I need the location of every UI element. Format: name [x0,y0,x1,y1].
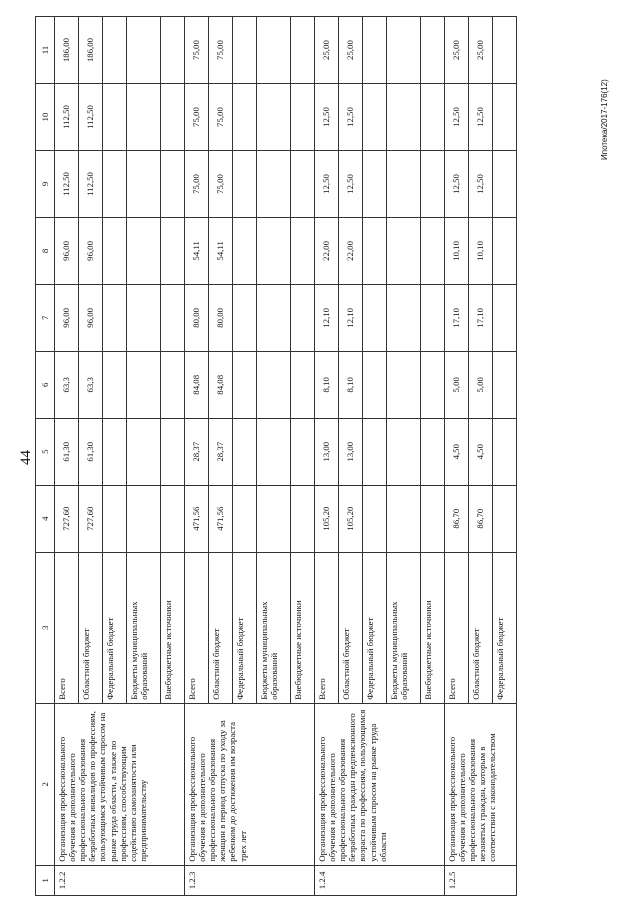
amount-cell [421,151,445,218]
page-number: 44 [18,450,34,465]
activity-name: Организация профессионального обучения и дополнительного профессионального образования женщин в период отпуска по уходу за ребенком до достижения им возраста трех лет [185,703,315,865]
amount-cell: 12,10 [315,284,339,351]
amount-cell: 96,00 [55,284,79,351]
funding-source: Федеральный бюджет [493,552,517,703]
funding-source: Областной бюджет [209,552,233,703]
amount-cell: 186,00 [79,17,103,84]
amount-cell: 471,56 [209,485,233,552]
amount-cell: 12,50 [445,84,469,151]
funding-source: Всего [185,552,209,703]
amount-cell: 61,30 [55,418,79,485]
amount-cell: 22,00 [315,217,339,284]
amount-cell [387,418,421,485]
amount-cell [103,284,127,351]
amount-cell [257,17,291,84]
amount-cell [103,151,127,218]
funding-source: Областной бюджет [469,552,493,703]
amount-cell: 4,50 [469,418,493,485]
amount-cell [421,284,445,351]
amount-cell [233,217,257,284]
amount-cell [233,284,257,351]
funding-source: Всего [55,552,79,703]
amount-cell [291,151,315,218]
amount-cell [291,217,315,284]
funding-source: Внебюджетные источники [291,552,315,703]
amount-cell [103,418,127,485]
document-stamp: Ипотека/2017-176(12) [600,79,609,160]
amount-cell [493,418,517,485]
amount-cell [161,418,185,485]
header-cell: 7 [36,284,55,351]
funding-source: Федеральный бюджет [363,552,387,703]
amount-cell: 96,00 [55,217,79,284]
amount-cell [363,485,387,552]
amount-cell [103,485,127,552]
amount-cell [363,151,387,218]
amount-cell [127,217,161,284]
amount-cell: 112,50 [79,84,103,151]
amount-cell: 4,50 [445,418,469,485]
amount-cell [387,151,421,218]
header-cell: 1 [36,865,55,895]
amount-cell: 75,00 [209,151,233,218]
amount-cell [421,418,445,485]
amount-cell [387,351,421,418]
amount-cell: 54,11 [185,217,209,284]
funding-source: Внебюджетные источники [161,552,185,703]
amount-cell [291,485,315,552]
header-cell: 2 [36,703,55,865]
amount-cell [493,217,517,284]
amount-cell [387,217,421,284]
budget-table [35,16,517,896]
amount-cell: 12,50 [469,151,493,218]
amount-cell: 12,50 [315,151,339,218]
amount-cell: 10,10 [445,217,469,284]
amount-cell [103,351,127,418]
amount-cell: 63,3 [79,351,103,418]
amount-cell [421,84,445,151]
amount-cell: 80,00 [185,284,209,351]
amount-cell [291,17,315,84]
table-row [185,17,209,896]
amount-cell [493,485,517,552]
amount-cell [421,351,445,418]
amount-cell: 12,10 [339,284,363,351]
amount-cell [127,351,161,418]
amount-cell: 17,10 [445,284,469,351]
amount-cell: 75,00 [209,84,233,151]
funding-source: Федеральный бюджет [103,552,127,703]
amount-cell [127,284,161,351]
amount-cell: 105,20 [339,485,363,552]
amount-cell: 25,00 [315,17,339,84]
funding-source: Всего [445,552,469,703]
amount-cell: 86,70 [469,485,493,552]
amount-cell [257,418,291,485]
amount-cell: 727,60 [79,485,103,552]
table-row [55,17,79,896]
amount-cell: 13,00 [339,418,363,485]
amount-cell [257,84,291,151]
amount-cell: 25,00 [445,17,469,84]
amount-cell: 22,00 [339,217,363,284]
activity-name: Организация профессионального обучения и дополнительного профессионального образования незанятых граждан, которым в соответствии с законодательством [445,703,517,865]
amount-cell: 112,50 [55,151,79,218]
funding-source: Бюджеты муниципальных образований [387,552,421,703]
amount-cell [493,151,517,218]
amount-cell [363,284,387,351]
amount-cell: 12,50 [469,84,493,151]
amount-cell [421,217,445,284]
amount-cell: 86,70 [445,485,469,552]
amount-cell: 12,50 [315,84,339,151]
amount-cell [363,17,387,84]
amount-cell: 5,00 [445,351,469,418]
amount-cell [103,84,127,151]
amount-cell [103,17,127,84]
header-row [36,17,55,896]
header-cell: 9 [36,151,55,218]
amount-cell [257,485,291,552]
funding-source: Всего [315,552,339,703]
amount-cell: 28,37 [185,418,209,485]
amount-cell [233,351,257,418]
item-number: 1.2.3 [185,865,315,895]
funding-source: Бюджеты муниципальных образований [127,552,161,703]
amount-cell [233,17,257,84]
funding-source: Федеральный бюджет [233,552,257,703]
header-cell: 8 [36,217,55,284]
item-number: 1.2.2 [55,865,185,895]
amount-cell: 96,00 [79,217,103,284]
amount-cell [291,84,315,151]
header-cell: 5 [36,418,55,485]
amount-cell [291,284,315,351]
amount-cell: 12,50 [339,151,363,218]
item-number: 1.2.5 [445,865,517,895]
amount-cell: 80,00 [209,284,233,351]
amount-cell: 12,50 [339,84,363,151]
amount-cell: 17,10 [469,284,493,351]
funding-source: Областной бюджет [79,552,103,703]
amount-cell [257,351,291,418]
item-number: 1.2.4 [315,865,445,895]
amount-cell: 96,00 [79,284,103,351]
amount-cell [257,151,291,218]
amount-cell: 5,00 [469,351,493,418]
amount-cell [161,351,185,418]
amount-cell [387,284,421,351]
amount-cell [127,84,161,151]
amount-cell [233,485,257,552]
amount-cell: 8,10 [339,351,363,418]
amount-cell [291,418,315,485]
amount-cell [493,351,517,418]
amount-cell [233,151,257,218]
amount-cell [161,84,185,151]
amount-cell: 105,20 [315,485,339,552]
amount-cell: 75,00 [209,17,233,84]
amount-cell [291,351,315,418]
amount-cell [233,418,257,485]
amount-cell [421,485,445,552]
amount-cell [127,151,161,218]
amount-cell [493,17,517,84]
activity-name: Организация профессионального обучения и дополнительного профессионального образования безработных инвалидов по профессиям, пользующимся устойчивым спросом на рынке труда области, а также по профессиям, способствующим содействию самозанятости или предпринимательству [55,703,185,865]
amount-cell: 25,00 [469,17,493,84]
funding-source: Бюджеты муниципальных образований [257,552,291,703]
amount-cell: 25,00 [339,17,363,84]
amount-cell [127,418,161,485]
amount-cell [421,17,445,84]
amount-cell [233,84,257,151]
header-cell: 11 [36,17,55,84]
amount-cell [363,217,387,284]
amount-cell: 75,00 [185,151,209,218]
amount-cell [363,418,387,485]
amount-cell [161,284,185,351]
amount-cell [363,351,387,418]
amount-cell: 28,37 [209,418,233,485]
amount-cell [387,485,421,552]
amount-cell [161,17,185,84]
amount-cell [257,284,291,351]
amount-cell: 727,60 [55,485,79,552]
amount-cell: 10,10 [469,217,493,284]
amount-cell [103,217,127,284]
funding-source: Областной бюджет [339,552,363,703]
amount-cell [127,17,161,84]
amount-cell: 471,56 [185,485,209,552]
amount-cell [387,17,421,84]
amount-cell [493,284,517,351]
table-row [445,17,469,896]
amount-cell: 12,50 [445,151,469,218]
header-cell: 4 [36,485,55,552]
amount-cell [363,84,387,151]
amount-cell: 186,00 [55,17,79,84]
amount-cell: 75,00 [185,84,209,151]
activity-name: Организация профессионального обучения и дополнительного профессионального образования безработных граждан предпенсионного возраста по профессиям, пользующимся устойчивым спросом на рынке труда области [315,703,445,865]
amount-cell: 13,00 [315,418,339,485]
header-cell: 6 [36,351,55,418]
header-cell: 10 [36,84,55,151]
amount-cell: 54,11 [209,217,233,284]
amount-cell [127,485,161,552]
amount-cell [161,151,185,218]
amount-cell: 63,3 [55,351,79,418]
amount-cell [161,217,185,284]
funding-source: Внебюджетные источники [421,552,445,703]
amount-cell [161,485,185,552]
amount-cell [493,84,517,151]
amount-cell: 112,50 [55,84,79,151]
amount-cell: 112,50 [79,151,103,218]
amount-cell [257,217,291,284]
amount-cell: 61,30 [79,418,103,485]
amount-cell [387,84,421,151]
amount-cell: 84,08 [185,351,209,418]
amount-cell: 8,10 [315,351,339,418]
amount-cell: 75,00 [185,17,209,84]
table-row [315,17,339,896]
header-cell: 3 [36,552,55,703]
amount-cell: 84,08 [209,351,233,418]
